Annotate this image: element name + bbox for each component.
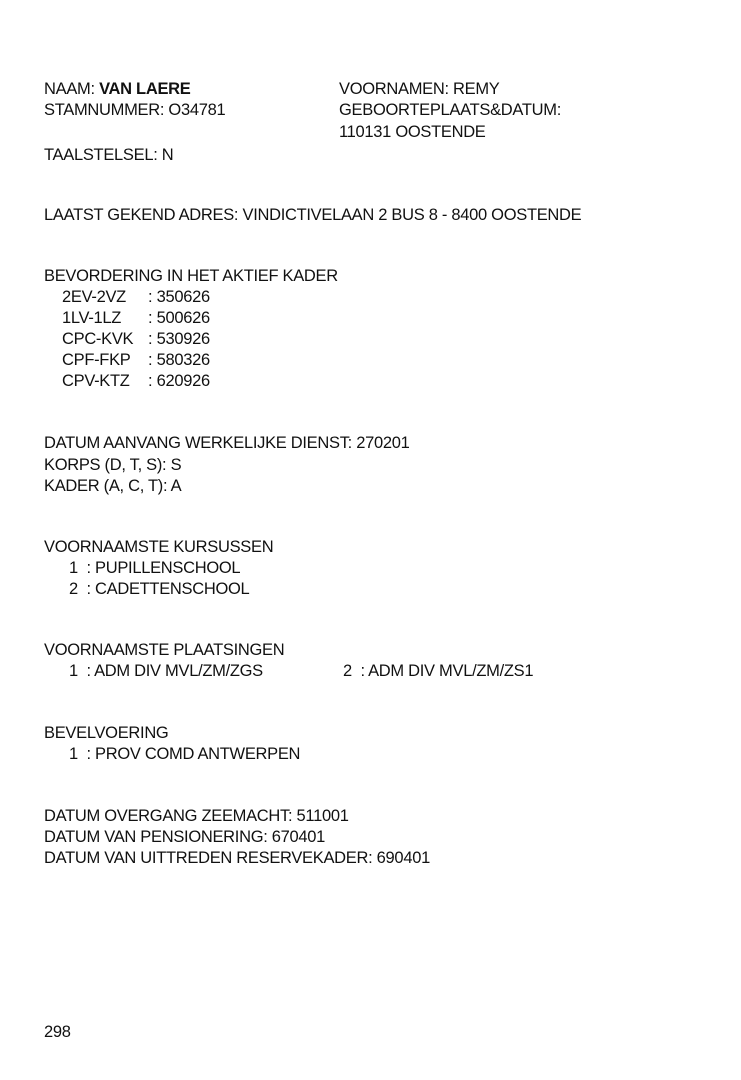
bevelvoering-item: 1 : PROV COMD ANTWERPEN [69, 745, 301, 763]
rank-row [62, 371, 210, 392]
uittreden-line: DATUM VAN UITTREDEN RESERVEKADER: 690401 [44, 849, 430, 867]
plaatsing-item: 1 : ADM DIV MVL/ZM/ZGS [69, 662, 263, 680]
geboorte-value: 110131 OOSTENDE [339, 123, 486, 141]
voornamen-line: VOORNAMEN: REMY [339, 80, 500, 98]
rank-date: : 350626 [148, 288, 210, 306]
stamnummer-line: STAMNUMMER: O34781 [44, 101, 226, 119]
rank-code: 2EV-2VZ [62, 288, 126, 306]
rank-date: : 500626 [148, 309, 210, 327]
rank-row [62, 350, 210, 371]
plaatsingen-title: VOORNAAMSTE PLAATSINGEN [44, 641, 285, 659]
rank-row [62, 308, 210, 329]
rank-date: : 620926 [148, 372, 210, 390]
rank-date: : 530926 [148, 330, 210, 348]
pensionering-line: DATUM VAN PENSIONERING: 670401 [44, 828, 326, 846]
taalstelsel-line: TAALSTELSEL: N [44, 146, 174, 164]
korps-line: KORPS (D, T, S): S [44, 456, 182, 474]
plaatsing-item: 2 : ADM DIV MVL/ZM/ZS1 [343, 662, 534, 680]
overgang-zeemacht-line: DATUM OVERGANG ZEEMACHT: 511001 [44, 807, 349, 825]
rank-code: CPC-KVK [62, 330, 134, 348]
adres-line: LAATST GEKEND ADRES: VINDICTIVELAAN 2 BUS 8 - 8400 OOSTENDE [44, 206, 582, 224]
bevordering-title: BEVORDERING IN HET AKTIEF KADER [44, 267, 338, 285]
kader-line: KADER (A, C, T): A [44, 477, 182, 495]
rank-date: : 580326 [148, 351, 210, 369]
rank-row [62, 287, 210, 308]
rank-row [62, 329, 210, 350]
naam-value: VAN LAERE [99, 80, 191, 98]
geboorte-label: GEBOORTEPLAATS&DATUM: [339, 101, 561, 119]
bevelvoering-title: BEVELVOERING [44, 724, 169, 742]
naam-line [44, 79, 190, 100]
rank-code: CPF-FKP [62, 351, 131, 369]
page-number: 298 [44, 1023, 71, 1041]
rank-code: CPV-KTZ [62, 372, 130, 390]
aanvang-dienst-line: DATUM AANVANG WERKELIJKE DIENST: 270201 [44, 434, 410, 452]
kursussen-title: VOORNAAMSTE KURSUSSEN [44, 538, 274, 556]
kursus-item: 1 : PUPILLENSCHOOL [69, 559, 241, 577]
kursus-item: 2 : CADETTENSCHOOL [69, 580, 250, 598]
naam-label: NAAM: [44, 80, 95, 98]
rank-code: 1LV-1LZ [62, 309, 122, 327]
